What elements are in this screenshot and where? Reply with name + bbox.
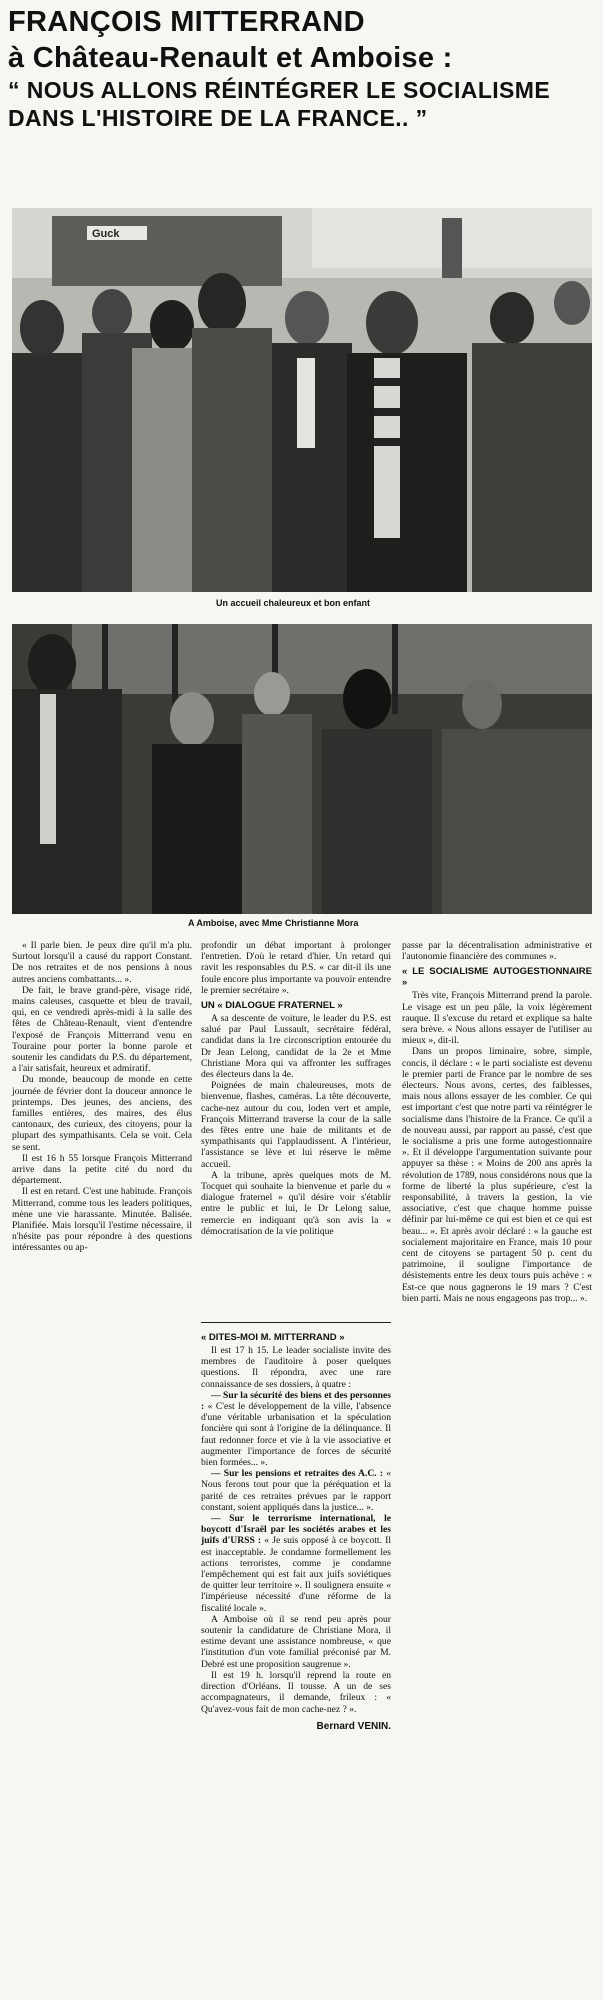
- photo-2-caption: A Amboise, avec Mme Christianne Mora: [188, 918, 359, 928]
- article-column-1: [12, 940, 192, 1254]
- qa-text: « Nous ferons tout pour que la péréquation et la parité de ces retraites prévues par le rapport constant, soient appliqués dans la justice... ».: [201, 1468, 391, 1513]
- qa-text: « Je suis opposé à ce boycott. Il est inacceptable. Je condamne formellement les actions terroristes, comme je condamne l'empêchement qui est fait aux juifs soviétiques de quitter leur territoire ». Il soulignera ensuite « l'impérieuse nécessité d'une réforme de la fiscalité locale ».: [201, 1535, 391, 1614]
- article-column-2: [201, 940, 391, 1237]
- shop-sign-text: Guck: [92, 228, 120, 240]
- paragraph: De fait, le brave grand-père, visage ridé, mains caleuses, casquette et bleu de travail, qui, en ce vendredi après-midi à la salle des fêtes de Château-Renault, vient d'entendre l'exposé de François Mitterrand venu en Touraine pour porter la bonne parole et soutenir les candidats du P.S. du département, a l'air satisfait, heureux et admiratif.: [12, 984, 192, 1075]
- headline-line-4: DANS L'HISTOIRE DE LA FRANCE.. ”: [8, 105, 428, 131]
- headline-line-3: “ NOUS ALLONS RÉINTÉGRER LE SOCIALISME: [8, 77, 551, 103]
- photo-1-caption: Un accueil chaleureux et bon enfant: [216, 598, 371, 608]
- paragraph: A Amboise où il se rend peu après pour soutenir la candidature de Christiane Mora, il estime devant une assistance nombreuse, « que l'institution d'un vote familial préconisé par M. Debré est une proposition saugrenue ».: [201, 1613, 391, 1670]
- paragraph: A sa descente de voiture, le leader du P.S. est salué par Paul Lussault, secrétaire fédéral, candidat dans la 1re circonscription entourée du Dr Jean Lelong, candidat de la 2e et Mme Christiane Mora qui va affronter les suffrages des électeurs dans la 4e.: [201, 1013, 391, 1081]
- paragraph: Il est 17 h 15. Le leader socialiste invite des membres de l'auditoire à poser quelques questions. Il répondra, avec une rare connaissance de ses dossiers, à quatre :: [201, 1345, 391, 1390]
- headline-line-1: FRANÇOIS MITTERRAND: [8, 6, 365, 38]
- photo-crowd-welcome-image: [12, 208, 592, 592]
- column-divider: [201, 1322, 391, 1323]
- photo-crowd-welcome: [12, 208, 592, 592]
- paragraph: profondir un débat important à prolonger l'entretien. D'où le retard d'hier. Un retard qui ravit les responsables du P.S. « car dit-il ils une foule encore plus importante va pouvoir entendre le premier secrétaire ».: [201, 940, 391, 996]
- headline-line-2: à Château-Renault et Amboise :: [8, 42, 453, 74]
- paragraph: Il est 19 h. lorsqu'il reprend la route en direction d'Orléans. Il tousse. A un de ses accompagnateurs, il demande, frileux : « Qu'avez-vous fait de mon cache-nez ? ».: [201, 1669, 391, 1715]
- subheading-socialisme: « LE SOCIALISME AUTOGESTIONNAIRE »: [402, 966, 592, 989]
- qa-item: [201, 1468, 391, 1513]
- photo-amboise-image: [12, 624, 592, 914]
- paragraph: Dans un propos liminaire, sobre, simple, concis, il déclare : « le parti socialiste est devenu le premier parti de France par le nombre de ses électeurs. Nous avons, certes, des faiblesses, mais nous allons essayer de les combler. Ce qui est important c'est que notre parti va réintégrer le socialisme dans l'histoire de la France. Ce qu'il a de nouveau aussi, par rapport au passé, c'est que le socialisme a pris une forme autogestionnaire ». Et il développe l'argumentation suivante pour appuyer sa thèse : « Moins de 200 ans après la révolution de 1789, nous considérons nous que la forme de liberté la plus supérieure, c'est la responsabilité, à travers la gestion, la vie associative, c'est que chaque homme puisse définir par lui-même ce qui est bien et ce qui est beau... ». Et après avoir déclaré : « la gauche est socialement majoritaire en France, mais 10 pour cent de citoyens se partagent 50 p. cent du patrimoine, il souligne l'importance de désistements entre les deux tours puis achève : « Est-ce que nous gagnerons le 19 mars ? C'est bien parti. Mais ne nous engageons pas trop... ».: [402, 1046, 592, 1304]
- qa-label: — Sur les pensions et retraites des A.C. :: [211, 1468, 384, 1480]
- qa-item: [201, 1513, 391, 1614]
- article-column-3: [402, 940, 592, 1304]
- photo-amboise: [12, 624, 592, 914]
- qa-label: — Sur la sécurité des biens et des personnes :: [201, 1389, 391, 1413]
- author-signature: Bernard VENIN.: [316, 1720, 391, 1732]
- subheading-dialogue: UN « DIALOGUE FRATERNEL »: [201, 1000, 343, 1012]
- headline: [8, 4, 598, 132]
- paragraph: Du monde, beaucoup de monde en cette journée de février dont la douceur annonce le printemps. Des jeunes, des anciens, des familles entières, des maires, des élus cantonaux, des curieux, des citoyens, pour la plupart des sympathisants. Cela se voit. Cela se sent.: [12, 1074, 192, 1153]
- qa-text: « C'est le développement de la ville, l'absence d'une véritable urbanisation et la spéculation foncière qui sont à l'origine de la délinquance. Il faut redonner force et vie à la vie associative et augmenter l'importance de forces de sécurité bien formées... ».: [201, 1401, 391, 1469]
- paragraph: Il est en retard. C'est une habitude. François Mitterrand, comme tous les leaders politiques, mène une vie harassante. Minutée. Balisée. Planifiée. Mais lorsqu'il l'estime nécessaire, il n'hésite pas pour répondre à des questions intéressantes ou ap-: [12, 1186, 192, 1254]
- paragraph: Poignées de main chaleureuses, mots de bienvenue, flashes, caméras. La tête découverte, cache-nez autour du cou, loden vert et ample, François Mitterrand traverse la cour de la salle des fêtes entre une haie de militants et de sympathisants qui l'applaudissent. A l'intérieur, l'assistance se lève et lui réserve le même accueil.: [201, 1080, 391, 1170]
- qa-item: [201, 1390, 391, 1468]
- paragraph: « Il parle bien. Je peux dire qu'il m'a plu. Surtout lorsqu'il a causé du rapport Constant. De nos retraites et de nos pensions à nous autres anciens combattants... ».: [12, 940, 192, 985]
- article-column-2-lower: [201, 1328, 391, 1732]
- paragraph: Il est 16 h 55 lorsque François Mitterrand arrive dans la petite cité du nord du département.: [12, 1152, 192, 1187]
- paragraph: A la tribune, après quelques mots de M. Tocquet qui souhaite la bienvenue et parle du « dialogue fraternel » qu'il désire voir s'établir entre le public et lui, le Dr Lelong salue, remercie en indiquant qu'à son avis la « démocratisation de la vie politique: [201, 1169, 391, 1237]
- paragraph: passe par la décentralisation administrative et l'autonomie financière des communes ».: [402, 940, 592, 963]
- paragraph: Très vite, François Mitterrand prend la parole. Le visage est un peu pâle, la voix légèrement rauque. Il s'excuse du retard et explique sa halte sera brève. « Nous allons essayer de l'utiliser au mieux », dit-il.: [402, 990, 592, 1047]
- qa-label: — Sur le terrorisme international, le boycott d'Israël par les sociétés arabes et les juifs d'URSS :: [201, 1513, 391, 1547]
- subheading-dites-moi: « DITES-MOI M. MITTERRAND »: [201, 1332, 345, 1343]
